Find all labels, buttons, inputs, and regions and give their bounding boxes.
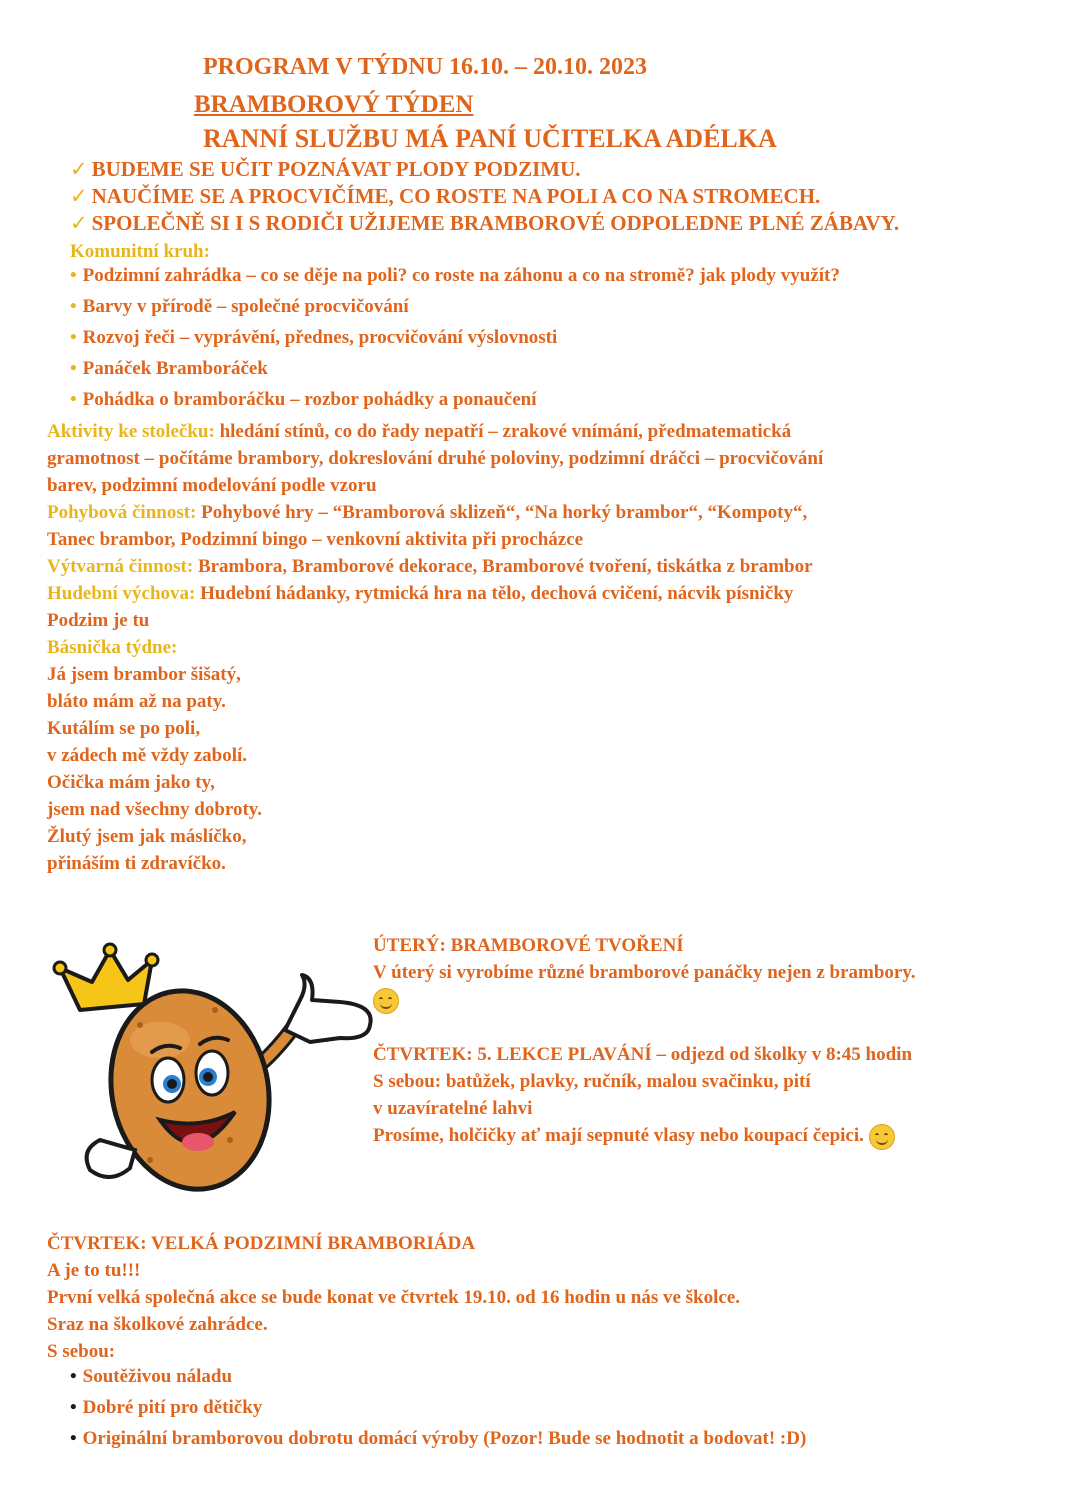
list-item: • Podzimní zahrádka – co se děje na poli? co roste na záhonu a co na stromě? jak plody využít? <box>70 265 840 286</box>
movement-line: Tanec brambor, Podzimní bingo – venkovní aktivita při procházce <box>47 529 584 550</box>
music-line: Hudební výchova: Hudební hádanky, rytmická hra na tělo, dechová cvičení, nácvik písničky <box>47 583 794 604</box>
music-line: Podzim je tu <box>47 610 150 631</box>
bullet-icon: • <box>70 389 77 410</box>
swim-line: v uzavíratelné lahvi <box>373 1098 533 1119</box>
bullet-icon: • <box>70 1397 77 1418</box>
week-theme: BRAMBOROVÝ TÝDEN <box>194 91 474 118</box>
swim-title: ČTVRTEK: 5. LEKCE PLAVÁNÍ – odjezd od školky v 8:45 hodin <box>373 1044 913 1065</box>
tuesday-title: ÚTERÝ: BRAMBOROVÉ TVOŘENÍ <box>373 935 684 956</box>
activities-line: barev, podzimní modelování podle vzoru <box>47 475 377 496</box>
circle-label: Komunitní kruh: <box>70 241 210 262</box>
art-line: Výtvarná činnost: Brambora, Bramborové dekorace, Bramborové tvoření, tiskátka z brambor <box>47 556 813 577</box>
goal-item: ✓ NAUČÍME SE A PROCVIČÍME, CO ROSTE NA POLI A CO NA STROMECH. <box>70 184 821 208</box>
list-item: • Dobré pití pro dětičky <box>70 1397 263 1418</box>
smile-emoji-icon <box>869 1124 895 1150</box>
list-item: • Rozvoj řeči – vyprávění, přednes, procvičování výslovnosti <box>70 327 558 348</box>
poem-line: Já jsem brambor šišatý, <box>47 664 241 685</box>
bullet-icon: • <box>70 327 77 348</box>
bramboriada-line: S sebou: <box>47 1341 116 1362</box>
smile-emoji-icon <box>373 988 399 1014</box>
list-item: • Barvy v přírodě – společné procvičování <box>70 296 409 317</box>
swim-line: Prosíme, holčičky ať mají sepnuté vlasy nebo koupací čepici. <box>373 1122 895 1150</box>
poem-line: Žlutý jsem jak máslíčko, <box>47 826 247 847</box>
check-icon: ✓ <box>70 157 88 181</box>
poem-line: Očička mám jako ty, <box>47 772 215 793</box>
bullet-icon: • <box>70 1428 77 1449</box>
goal-item: ✓ SPOLEČNĚ SI I S RODIČI UŽIJEME BRAMBOROVÉ ODPOLEDNE PLNÉ ZÁBAVY. <box>70 211 900 235</box>
poem-line: Kutálím se po poli, <box>47 718 201 739</box>
bramboriada-line: A je to tu!!! <box>47 1260 141 1281</box>
morning-service: RANNÍ SLUŽBU MÁ PANÍ UČITELKA ADÉLKA <box>203 124 777 153</box>
potato-mascot-illustration <box>40 930 380 1200</box>
bullet-icon: • <box>70 296 77 317</box>
movement-line: Pohybová činnost: Pohybové hry – “Bramborová sklizeň“, “Na horký brambor“, “Kompoty“, <box>47 502 808 523</box>
poem-label: Básnička týdne: <box>47 637 178 658</box>
tuesday-text: V úterý si vyrobíme různé bramborové panáčky nejen z brambory. <box>373 962 916 983</box>
swim-line: S sebou: batůžek, plavky, ručník, malou svačinku, pití <box>373 1071 811 1092</box>
bramboriada-title: ČTVRTEK: VELKÁ PODZIMNÍ BRAMBORIÁDA <box>47 1233 476 1254</box>
page-title: PROGRAM V TÝDNU 16.10. – 20.10. 2023 <box>203 54 648 80</box>
poem-line: jsem nad všechny dobroty. <box>47 799 263 820</box>
bullet-icon: • <box>70 1366 77 1387</box>
bramboriada-line: Sraz na školkové zahrádce. <box>47 1314 268 1335</box>
goal-item: ✓ BUDEME SE UČIT POZNÁVAT PLODY PODZIMU. <box>70 157 581 181</box>
activities-line: Aktivity ke stolečku: hledání stínů, co do řady nepatří – zrakové vnímání, předmatematická <box>47 421 792 442</box>
crown-icon <box>54 944 158 1010</box>
list-item: • Originální bramborovou dobrotu domácí výroby (Pozor! Bude se hodnotit a bodovat! :D) <box>70 1428 807 1449</box>
check-icon: ✓ <box>70 211 88 235</box>
bramboriada-line: První velká společná akce se bude konat ve čtvrtek 19.10. od 16 hodin u nás ve školce. <box>47 1287 741 1308</box>
poem-line: v zádech mě vždy zabolí. <box>47 745 248 766</box>
poem-line: bláto mám až na paty. <box>47 691 226 712</box>
activities-line: gramotnost – počítáme brambory, dokreslování druhé poloviny, podzimní dráčci – procvičování <box>47 448 824 469</box>
bullet-icon: • <box>70 265 77 286</box>
bullet-icon: • <box>70 358 77 379</box>
list-item: • Pohádka o bramboráčku – rozbor pohádky a ponaučení <box>70 389 537 410</box>
poem-line: přináším ti zdravíčko. <box>47 853 226 874</box>
list-item: • Panáček Bramboráček <box>70 358 268 379</box>
list-item: • Soutěživou náladu <box>70 1366 233 1387</box>
check-icon: ✓ <box>70 184 88 208</box>
